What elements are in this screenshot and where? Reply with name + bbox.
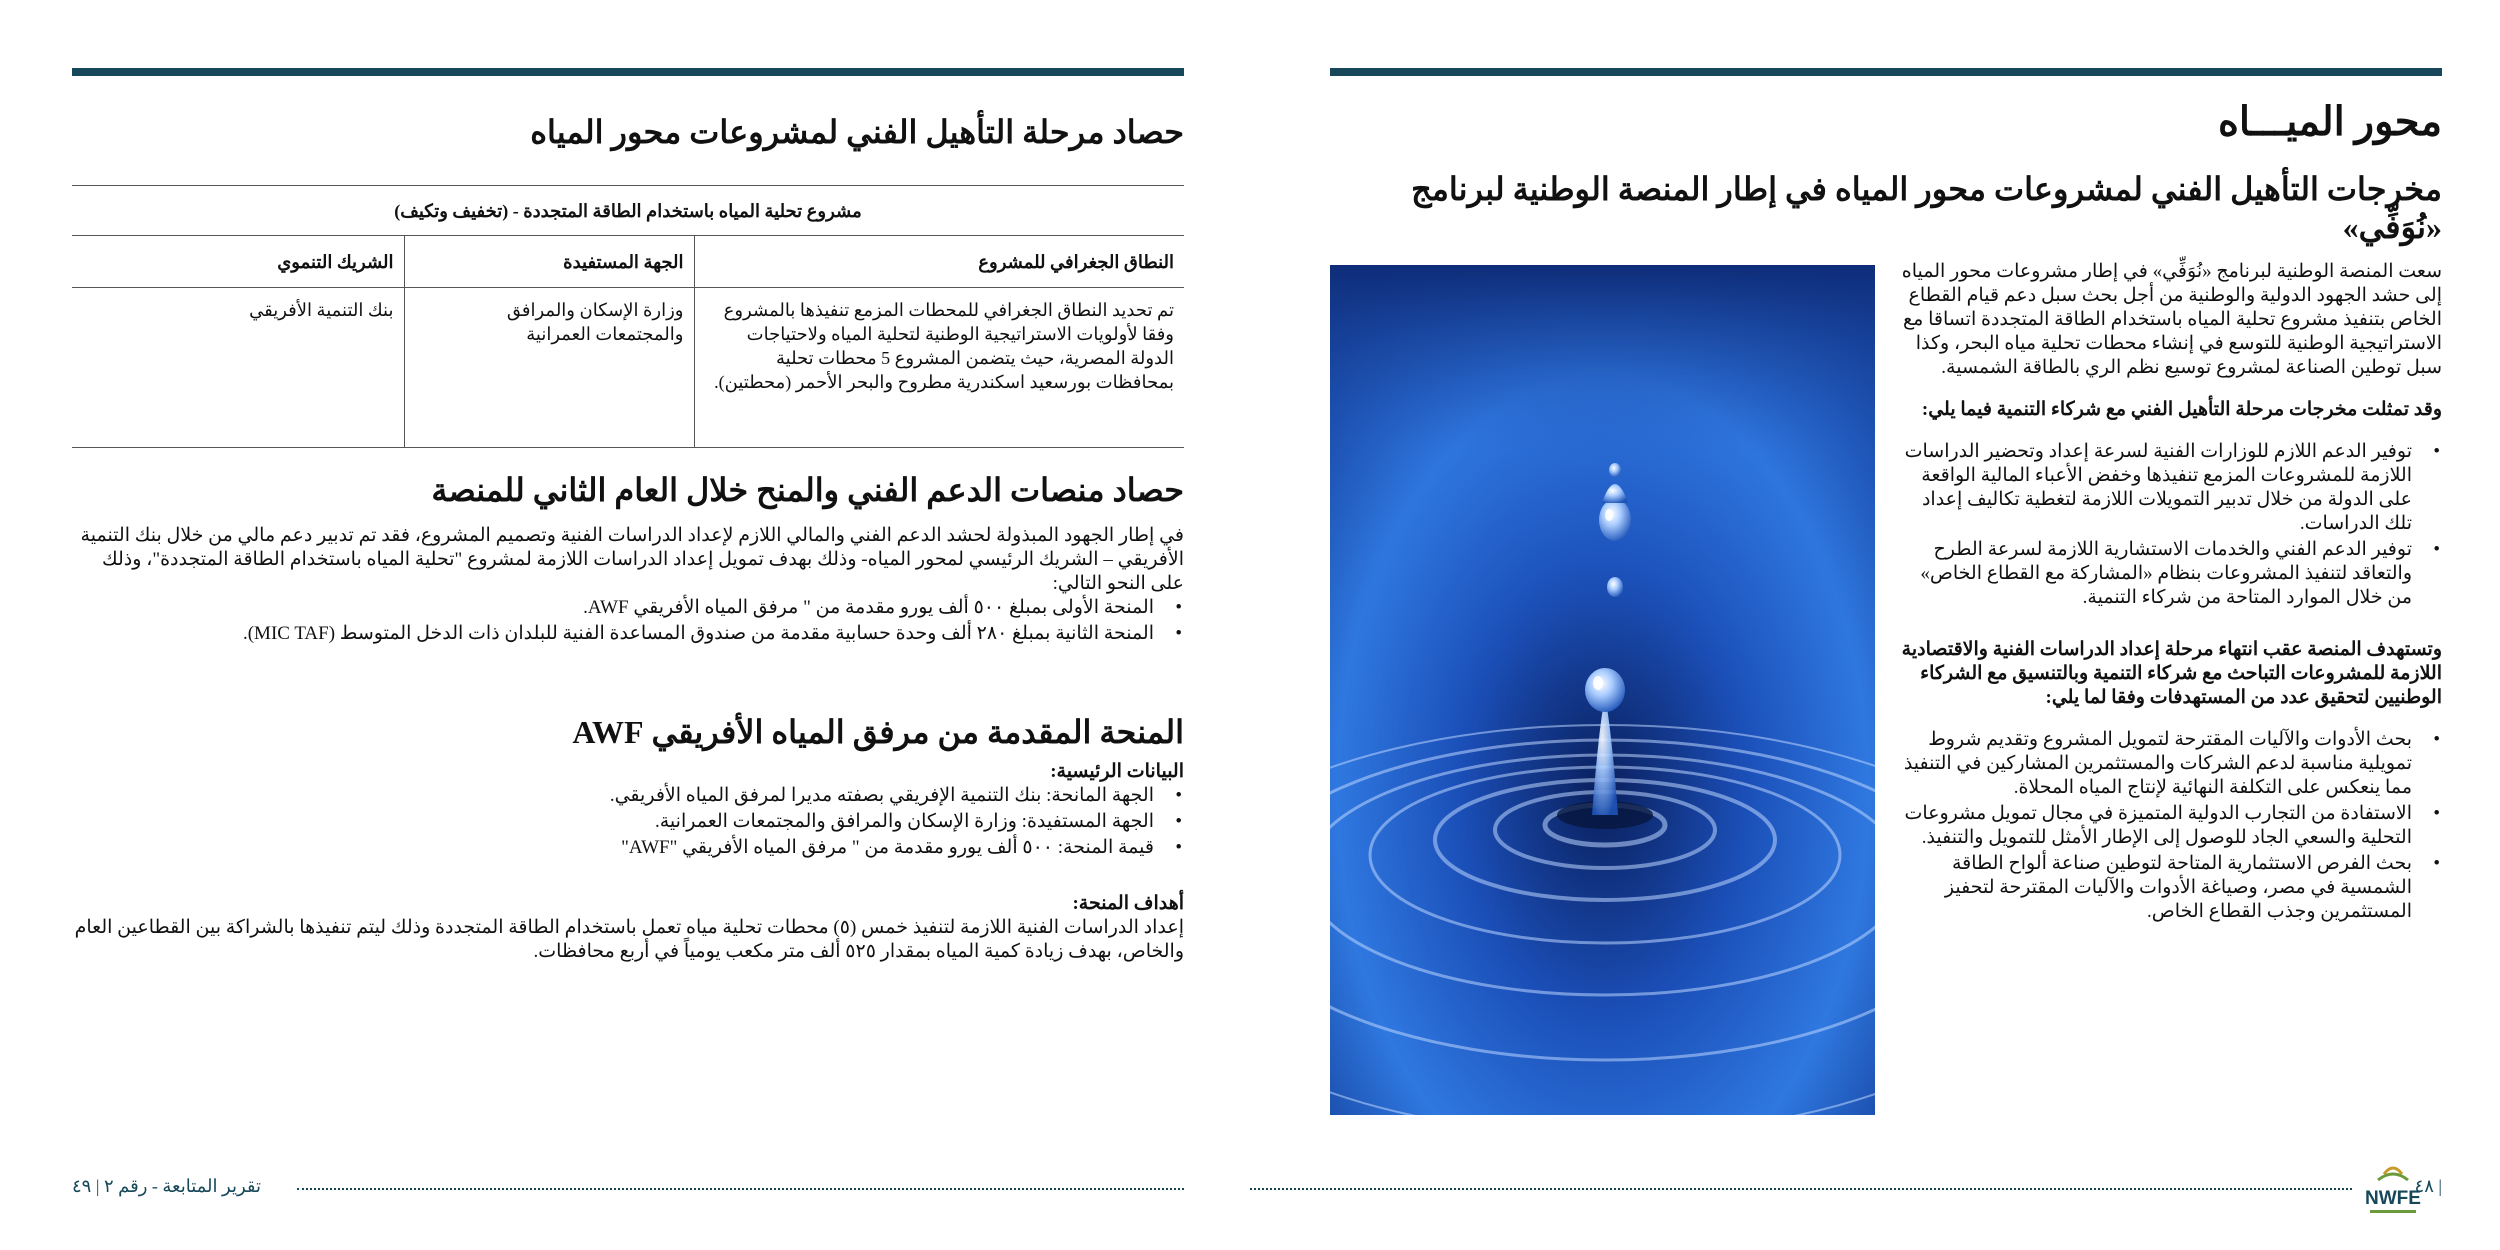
logo-text: NWFE (2365, 1188, 2421, 1209)
axis-title: محور الميـــاه (2217, 99, 2442, 144)
list-item: • الاستفادة من التجارب الدولية المتميزة في مجال تمويل مشروعات التحلية والسعي الجاد للوصول إلى الإطار الأمثل للتمويل والتنفيذ. (1897, 802, 2442, 850)
water-drop-photo (1330, 265, 1875, 1115)
table-header-scope: النطاق الجغرافي للمشروع (694, 236, 1184, 288)
footer-right (1250, 1160, 2500, 1220)
list-item: • الجهة المستفيدة: وزارة الإسكان والمرافق والمجتمعات العمرانية. (72, 810, 1184, 834)
table-header-beneficiary: الجهة المستفيدة (404, 236, 694, 288)
list-item: • توفير الدعم اللازم للوزارات الفنية لسرعة إعداد وتحضير الدراسات اللازمة للمشروعات المزمع تنفيذها وخفض الأعباء المالية الواقعة على الدولة من خلال تدبير التمويلات اللازمة لتغطية تكاليف إعداد تلك الدراسات. (1897, 440, 2442, 536)
list-item: • قيمة المنحة: ٥٠٠ ألف يورو مقدمة من " مرفق المياه الأفريقي "AWF" (72, 836, 1184, 860)
key-data-list (72, 784, 1184, 860)
table-cell-scope: تم تحديد النطاق الجغرافي للمحطات المزمع تنفيذها بالمشروع وفقا لأولويات الاستراتيجية الوطنية لتحلية المياه ولاحتياجات الدولة المصرية، حيث يتضمن المشروع 5 محطات تحلية بمحافظات بورسعيد اسكندرية مطروح والبحر الأحمر (محطتين). (694, 288, 1184, 448)
outputs-heading: وقد تمثلت مخرجات مرحلة التأهيل الفني مع شركاء التنمية فيما يلي: (1921, 399, 2442, 420)
top-rule (72, 68, 1184, 76)
grants-body: في إطار الجهود المبذولة لحشد الدعم الفني والمالي اللازم لإعداد الدراسات الفنية وتصميم المشروع، فقد تم تدبير دعم مالي من خلال بنك التنمية الأفريقي – الشريك الرئيسي لمحور المياه- وذلك بهدف تمويل إعداد الدراسات اللازمة لمشروع "تحلية المياه باستخدام الطاقة المتجددة"، وذلك على النحو التالي: (80, 525, 1184, 594)
list-item: • الجهة المانحة: بنك التنمية الإفريقي بصفته مديرا لمرفق المياه الأفريقي. (72, 784, 1184, 808)
page-number: ٤٨ | (2414, 1176, 2442, 1196)
right-page (1250, 0, 2500, 1250)
nwfe-logo-icon (2364, 1160, 2422, 1218)
project-table (72, 185, 1184, 448)
key-data-heading: البيانات الرئيسية: (1050, 761, 1184, 782)
harvest-title: حصاد مرحلة التأهيل الفني لمشروعات محور المياه (530, 114, 1184, 150)
table-header-partner: الشريك التنموي (72, 236, 404, 288)
awf-section (72, 714, 1184, 964)
grants-title: حصاد منصات الدعم الفني والمنح خلال العام الثاني للمنصة (431, 472, 1184, 508)
list-item: • توفير الدعم الفني والخدمات الاستشارية اللازمة لسرعة الطرح والتعاقد لتنفيذ المشروعات بنظام «المشاركة مع القطاع الخاص» من خلال الموارد المتاحة من شركاء التنمية. (1897, 538, 2442, 610)
footer-dotted-rule (1250, 1188, 2352, 1190)
goals-text: إعداد الدراسات الفنية اللازمة لتنفيذ خمس (٥) محطات تحلية مياه تعمل باستخدام الطاقة المتجددة وذلك ليتم تنفيذها بالشراكة بين القطاعين العام والخاص، بهدف زيادة كمية المياه بمقدار ٥٢٥ ألف متر مكعب يومياً في أربع محافظات. (74, 917, 1184, 962)
outputs-list (1897, 440, 2442, 610)
page-subtitle: مخرجات التأهيل الفني لمشروعات محور المياه في إطار المنصة الوطنية لبرنامج «نُوَفِّي» (1411, 171, 2442, 245)
targets-heading: وتستهدف المنصة عقب انتهاء مرحلة إعداد الدراسات الفنية والاقتصادية اللازمة للمشروعات التباحث مع شركاء التنمية وبالتنسيق مع الشركاء الوطنيين لتحقيق عدد من المستهدفات وفقا لما يلي: (1901, 639, 2442, 708)
footer-left (72, 1160, 1184, 1220)
grants-list (72, 596, 1184, 646)
intro-paragraph: سعت المنصة الوطنية لبرنامج «نُوَفِّي» في إطار مشروعات محور المياه إلى حشد الجهود الدولية والوطنية من أجل بحث سبل دعم قيام القطاع الخاص بتنفيذ مشروع تحلية المياه باستخدام الطاقة المتجددة اتساقا مع الاستراتيجية الوطنية للتوسع في إنشاء محطات تحلية مياه البحر، وكذا سبل توطين الصناعة لمشروع توسيع نظم الري بالطاقة الشمسية. (1901, 261, 2442, 378)
targets-list (1897, 728, 2442, 924)
table-cell-partner: بنك التنمية الأفريقي (72, 288, 404, 448)
footer-dotted-rule (297, 1188, 1184, 1190)
goals-heading: أهداف المنحة: (1072, 893, 1184, 914)
table-cell-beneficiary: وزارة الإسكان والمرافق والمجتمعات العمرانية (404, 288, 694, 448)
table-caption: مشروع تحلية المياه باستخدام الطاقة المتجددة - (تخفيف وتكيف) (72, 186, 1184, 236)
right-column-text (1897, 260, 2442, 942)
top-rule (1330, 68, 2442, 76)
list-item: • بحث الأدوات والآليات المقترحة لتمويل المشروع وتقديم شروط تمويلية مناسبة لدعم الشركات والمستثمرين المشاركين في التنفيذ مما ينعكس على التكلفة النهائية لإنتاج المياه المحلاة. (1897, 728, 2442, 800)
report-label: تقرير المتابعة - رقم ٢ | ٤٩ (72, 1176, 262, 1196)
list-item: • المنحة الأولى بمبلغ ٥٠٠ ألف يورو مقدمة من " مرفق المياه الأفريقي AWF. (72, 596, 1184, 620)
grants-section (72, 472, 1184, 664)
list-item: • بحث الفرص الاستثمارية المتاحة لتوطين صناعة ألواح الطاقة الشمسية في مصر، وصياغة الأدوات والآليات المقترحة لتحفيز المستثمرين وجذب القطاع الخاص. (1897, 852, 2442, 924)
list-item: • المنحة الثانية بمبلغ ٢٨٠ ألف وحدة حسابية مقدمة من صندوق المساعدة الفنية للبلدان ذات الدخل المتوسط (MIC TAF). (72, 622, 1184, 646)
awf-title: المنحة المقدمة من مرفق المياه الأفريقي AWF (572, 714, 1184, 750)
